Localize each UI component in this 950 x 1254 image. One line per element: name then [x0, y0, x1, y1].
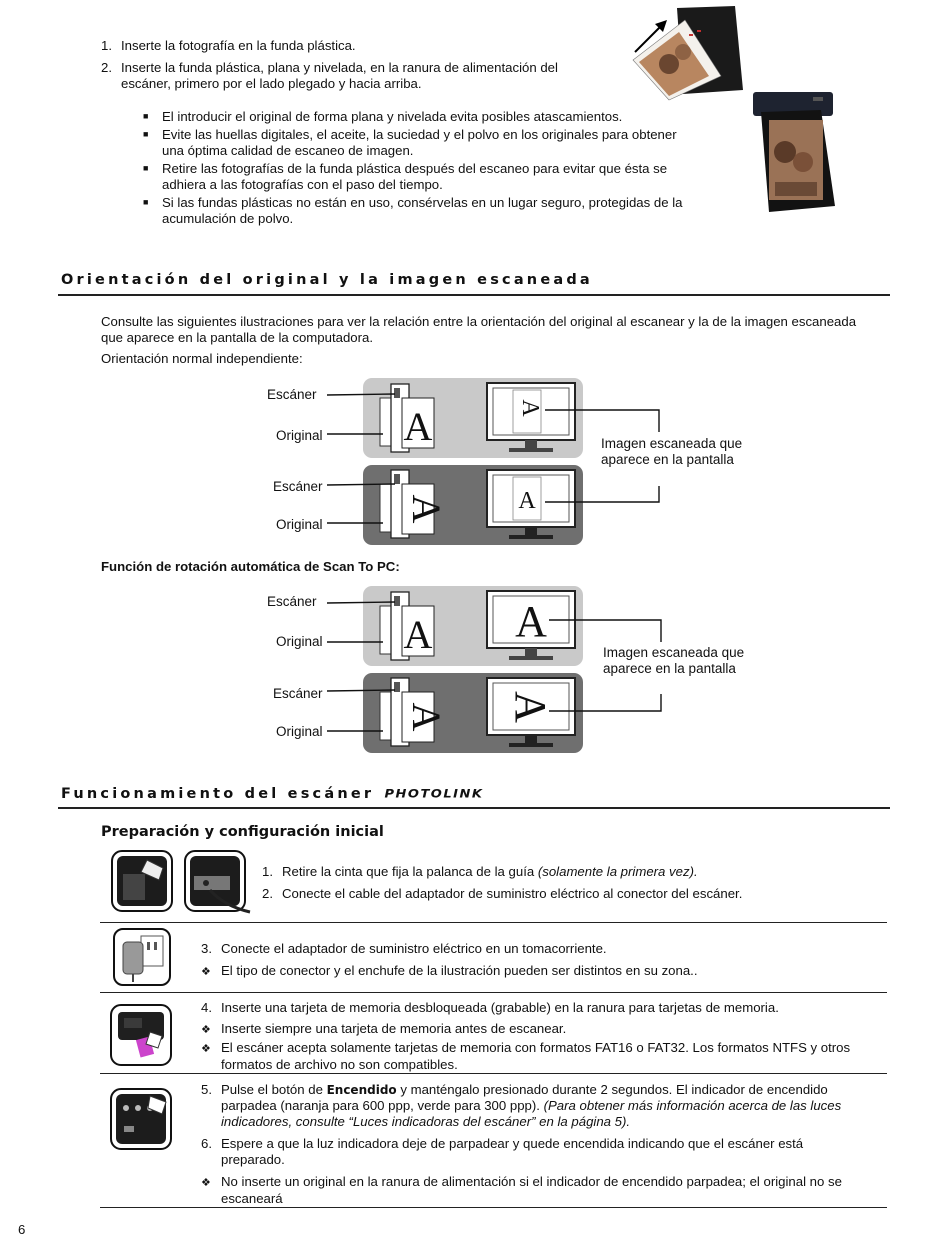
- row-divider: [100, 1073, 887, 1074]
- screen-image-label: Imagen escaneada que aparece en la pantalla: [603, 645, 745, 676]
- step-3-row: 3. Conecte el adaptador de suministro eléctrico en un tomacorriente.: [201, 941, 607, 956]
- setup-subheading: Preparación y configuración inicial: [101, 824, 384, 840]
- photolink-logo: PHOTOLINK: [384, 788, 484, 801]
- heading-rule: [58, 294, 890, 296]
- original-label: Original: [276, 517, 323, 532]
- power-button-icon: [110, 1088, 172, 1150]
- bullet-item: ■ Evite las huellas digitales, el aceite, la suciedad y el polvo en los originales para obtener una óptima calidad de escaneo de imagen.: [143, 127, 677, 158]
- page-number: 6: [18, 1222, 26, 1237]
- step-4-row: 4. Inserte una tarjeta de memoria desbloqueada (grabable) en la ranura para tarjetas de memoria.: [201, 1000, 779, 1015]
- heading-rule: [58, 807, 890, 809]
- scanner-label: Escáner: [267, 594, 317, 609]
- svg-text:A: A: [518, 488, 536, 514]
- step-5-row: 5. Pulse el botón de Encendido y manténgalo presionado durante 2 segundos. El indicador de encendido parpadea (naranja para 600 ppp, verde para 300 ppp). (Para obtener más información acerca de las luces indicadores, consulte “Luces indicadoras del escáner” en la página 5).: [201, 1082, 842, 1129]
- scanner-label: Escáner: [267, 387, 317, 402]
- note-row: ❖ No inserte un original en la ranura de alimentación si el indicador de encendido parpadea; el original no se escaneará: [201, 1174, 842, 1206]
- auto-rotation-label: Función de rotación automática de Scan To PC:: [101, 559, 400, 574]
- orientation-diagram-auto-rotation: [255, 584, 755, 756]
- bullet-item: ■ Si las fundas plásticas no están en uso, consérvelas en un lugar seguro, protegidas de la acumulación de polvo.: [143, 195, 683, 226]
- power-adapter-outlet-icon: [113, 928, 171, 986]
- svg-text:A: A: [506, 691, 555, 723]
- scanner-label: Escáner: [273, 686, 323, 701]
- note-row: ❖ El escáner acepta solamente tarjetas de memoria con formatos FAT16 o FAT32. Los formatos NTFS y otros formatos de archivo no son compatibles.: [201, 1040, 851, 1072]
- orientation-intro: Consulte las siguientes ilustraciones para ver la relación entre la orientación del original al escanear y la de la imagen escaneada que aparece en la pantalla de la computadora.: [101, 314, 857, 345]
- photo-sleeve-insertion-illustration: [625, 2, 840, 217]
- step-2-row: 2. Conecte el cable del adaptador de suministro eléctrico al conector del escáner.: [262, 886, 743, 901]
- scanner-label: Escáner: [273, 479, 323, 494]
- original-label: Original: [276, 724, 323, 739]
- svg-text:A: A: [403, 612, 433, 657]
- screen-image-label: Imagen escaneada que aparece en la pantalla: [601, 436, 743, 467]
- bullet-item: ■ Retire las fotografías de la funda plástica después del escaneo para evitar que ésta se adhiera a las fotografías con el paso del tiempo.: [143, 161, 668, 192]
- row-divider: [100, 1207, 887, 1208]
- memory-card-insert-icon: [110, 1004, 172, 1066]
- step-2: 2. Inserte la funda plástica, plana y nivelada, en la ranura de alimentación del escáner, primero por el lado plegado y hacia arriba.: [101, 60, 558, 91]
- orientation-diagram-normal: [255, 376, 755, 548]
- bullet-item: ■ El introducir el original de forma plana y nivelada evita posibles atascamientos.: [143, 109, 623, 124]
- normal-orientation-label: Orientación normal independiente:: [101, 351, 303, 366]
- original-label: Original: [276, 634, 323, 649]
- row-divider: [100, 992, 887, 993]
- guide-lever-tape-icon: [111, 850, 173, 912]
- svg-text:A: A: [403, 404, 433, 449]
- svg-text:A: A: [404, 702, 449, 732]
- note-row: ❖ Inserte siempre una tarjeta de memoria antes de escanear.: [201, 1021, 567, 1036]
- original-label: Original: [276, 428, 323, 443]
- step-1: 1. Inserte la fotografía en la funda plástica.: [101, 38, 356, 53]
- step-1-row: 1. Retire la cinta que fija la palanca de la guía (solamente la primera vez).: [262, 864, 698, 879]
- svg-text:A: A: [404, 494, 449, 524]
- note-row: ❖ El tipo de conector y el enchufe de la ilustración pueden ser distintos en su zona..: [201, 963, 698, 978]
- row-divider: [100, 922, 887, 923]
- svg-text:A: A: [515, 597, 547, 646]
- step-6-row: 6. Espere a que la luz indicadora deje de parpadear y quede encendida indicando que el escáner está preparado.: [201, 1136, 804, 1167]
- operation-heading: Funcionamiento del escáner PHOTOLINK: [61, 786, 484, 802]
- orientation-heading: Orientación del original y la imagen escaneada: [61, 272, 593, 288]
- svg-text:A: A: [517, 399, 543, 417]
- power-cable-connector-icon: [184, 850, 252, 916]
